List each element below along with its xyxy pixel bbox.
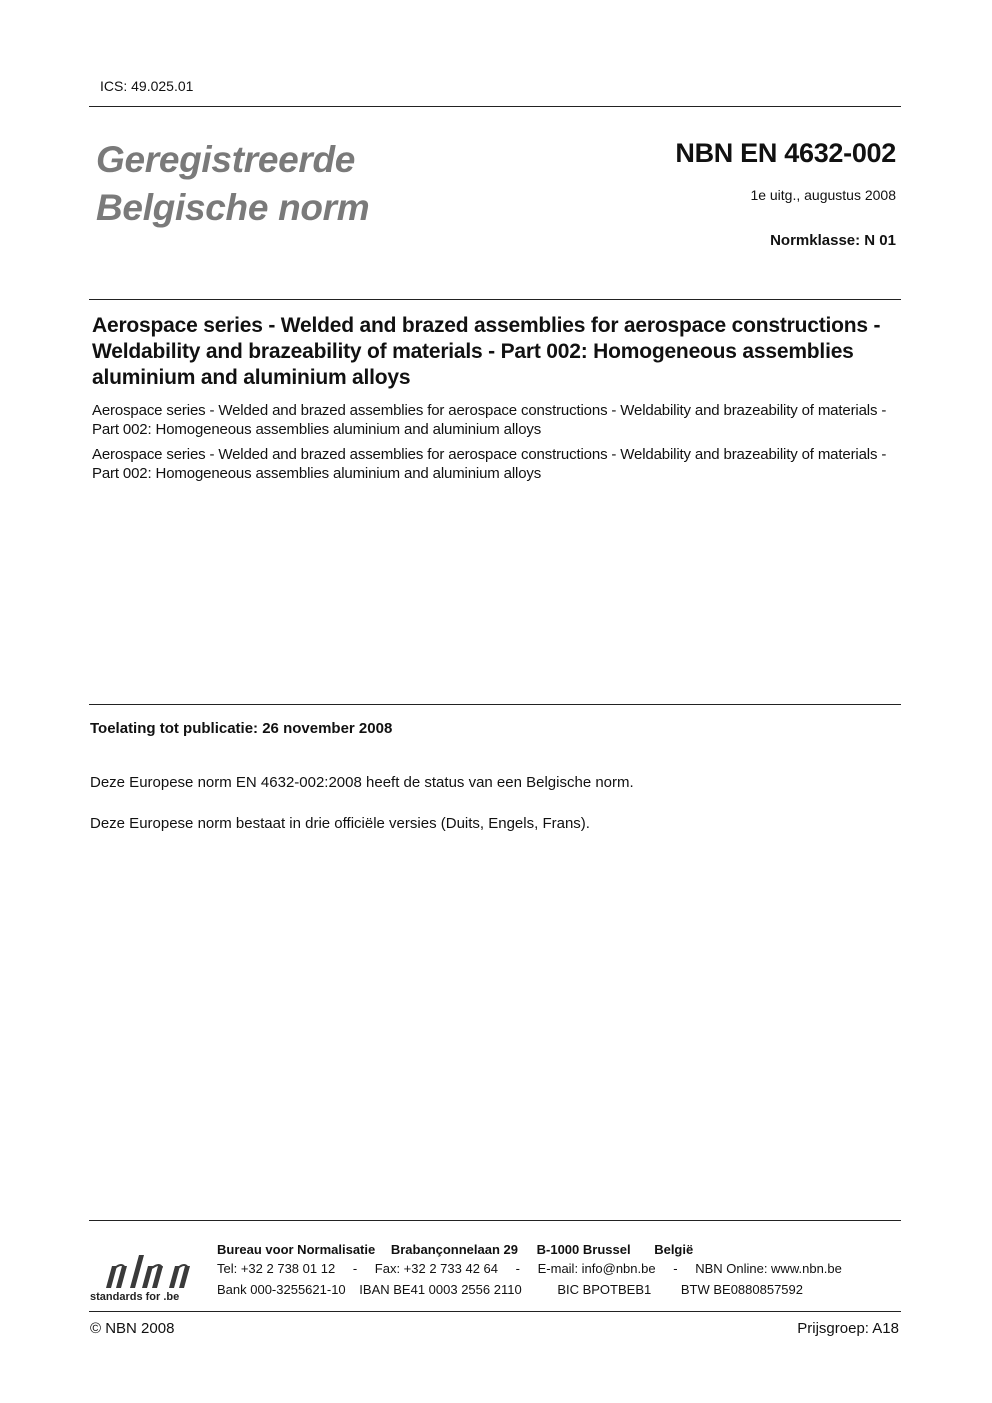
bic: BIC BPOTBEB1 (557, 1282, 652, 1297)
btw: BTW BE0880857592 (680, 1282, 803, 1297)
nbn-logo (90, 1252, 202, 1308)
fax: Fax: +32 2 733 42 64 (374, 1261, 499, 1276)
versions-statement: Deze Europese norm bestaat in drie officiële versies (Duits, Engels, Frans). (90, 815, 590, 832)
city: B-1000 Brussel (536, 1242, 631, 1257)
website-link[interactable]: NBN Online: www.nbn.be (695, 1261, 842, 1276)
norm-class: Normklasse: N 01 (770, 232, 896, 249)
street-address: Brabançonnelaan 29 (390, 1242, 518, 1257)
separator: - (673, 1261, 678, 1276)
document-heading (96, 136, 369, 232)
email-link[interactable]: E-mail: info@nbn.be (537, 1261, 656, 1276)
divider-bottom (89, 1311, 901, 1312)
footer-contact-line (217, 1260, 897, 1278)
title-german: Aerospace series - Welded and brazed assemblies for aerospace constructions - Weldability and brazeability of materials - Part 002: Homogeneous assemblies aluminium and aluminium alloys (92, 446, 887, 482)
ics-code: ICS: 49.025.01 (100, 78, 194, 94)
org-name: Bureau voor Normalisatie (217, 1242, 376, 1257)
logo-caption: standards for .be (90, 1291, 180, 1303)
heading-line-1: Geregistreerde (96, 139, 356, 180)
divider-footer (89, 1220, 901, 1221)
title-french: Aerospace series - Welded and brazed assemblies for aerospace constructions - Weldability and brazeability of materials - Part 002: Homogeneous assemblies aluminium and aluminium alloys (92, 402, 887, 438)
footer-address-line (217, 1241, 897, 1259)
nbn-logo-mark (90, 1252, 202, 1292)
edition-info: 1e uitg., augustus 2008 (750, 187, 896, 203)
country: België (654, 1242, 694, 1257)
footer-bank-line (217, 1281, 897, 1299)
separator: - (352, 1261, 358, 1276)
price-group: Prijsgroep: A18 (797, 1320, 899, 1337)
norm-number: NBN EN 4632-002 (675, 138, 896, 168)
title-english: Aerospace series - Welded and brazed assemblies for aerospace constructions - Weldability and brazeability of materials - Part 002: Homogeneous assemblies aluminium and aluminium alloys (92, 314, 881, 389)
publication-approval: Toelating tot publicatie: 26 november 2008 (90, 720, 393, 737)
iban: IBAN BE41 0003 2556 2110 (359, 1282, 522, 1297)
separator: - (515, 1261, 520, 1276)
heading-line-2: Belgische norm (96, 187, 370, 228)
copyright: © NBN 2008 (90, 1320, 175, 1337)
divider-approval (89, 704, 901, 705)
divider-title (89, 299, 901, 300)
bank-account: Bank 000-3255621-10 (217, 1282, 346, 1297)
telephone: Tel: +32 2 738 01 12 (217, 1261, 336, 1276)
status-statement: Deze Europese norm EN 4632-002:2008 heeft de status van een Belgische norm. (90, 774, 634, 791)
divider-top (89, 106, 901, 107)
